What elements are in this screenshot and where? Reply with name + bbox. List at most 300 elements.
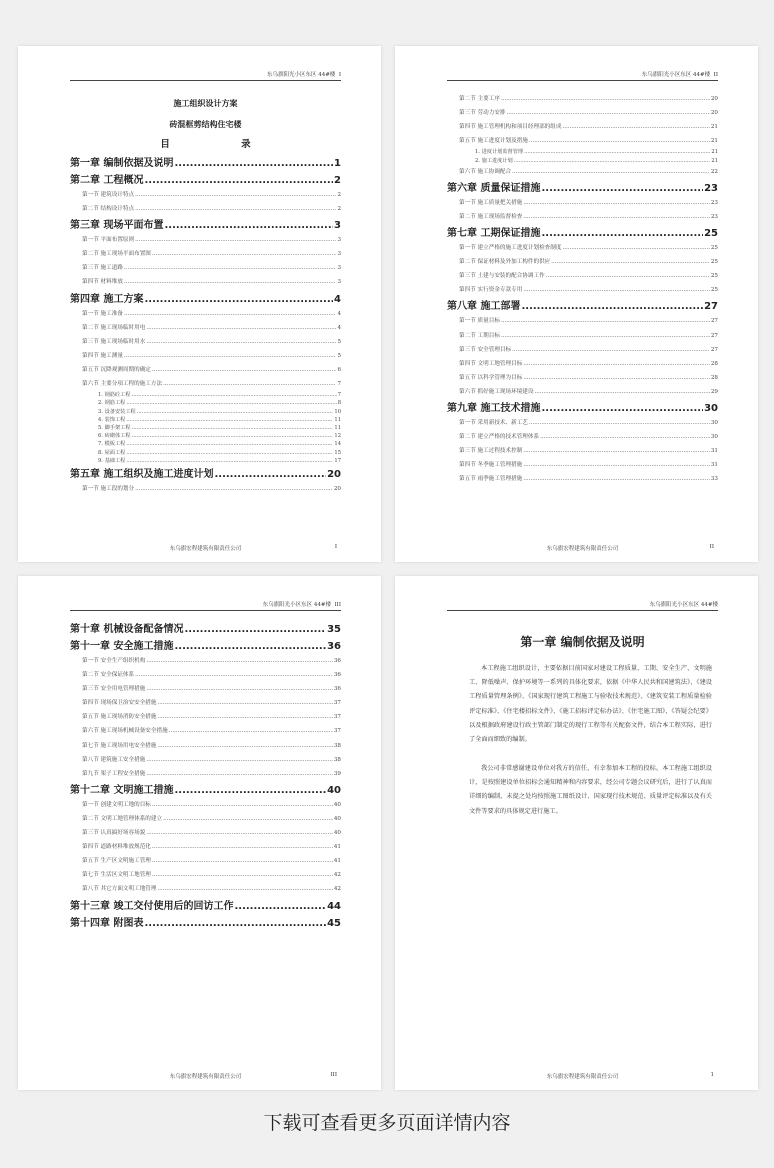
toc-subsection-entry[interactable] (70, 440, 341, 448)
toc-section-entry[interactable] (70, 335, 341, 349)
toc-leader-dots (152, 868, 333, 882)
toc-section-entry[interactable] (447, 314, 718, 328)
toc-leader-dots (146, 654, 333, 668)
toc-chapter-entry[interactable] (70, 293, 341, 307)
page-number: III (330, 1072, 337, 1078)
toc-section-entry[interactable] (70, 654, 341, 668)
toc-entry-page: 12 (334, 433, 341, 440)
toc-leader-dots (126, 399, 336, 407)
toc-subsection-entry[interactable] (70, 399, 341, 407)
toc-leader-dots (132, 424, 334, 432)
toc-entry-label: 第六节 主要分项工程的施工方法 (82, 381, 163, 388)
toc-entry-page: 3 (337, 237, 341, 244)
toc-leader-dots (507, 106, 710, 120)
toc-entry-label: 第四节 实行资金专款专用 (459, 287, 523, 294)
toc-leader-dots (146, 335, 336, 349)
toc-section-entry[interactable] (70, 840, 341, 854)
toc-chapter-entry[interactable] (447, 300, 718, 314)
toc-entry-page: 40 (333, 830, 341, 837)
toc-subsection-entry[interactable] (70, 408, 341, 416)
toc-leader-dots (562, 241, 709, 255)
footer-company: 东乌旗宏程建筑有限责任公司 (169, 546, 242, 552)
toc-entry-page: 21 (711, 157, 718, 164)
toc-section-entry[interactable] (447, 343, 718, 357)
toc-leader-dots (152, 840, 333, 854)
toc-chapter-entry[interactable] (70, 157, 341, 171)
toc-section-entry[interactable] (70, 854, 341, 868)
toc-entry-label: 第二节 结构设计特点 (82, 206, 135, 213)
toc-entry-page: 21 (711, 149, 718, 156)
toc-section-entry[interactable] (70, 668, 341, 682)
toc-leader-dots (124, 275, 337, 289)
toc-leader-dots (158, 710, 333, 724)
toc-entry-label: 1. 钢筋砼工程 (98, 392, 131, 399)
toc-leader-dots (146, 826, 333, 840)
toc-leader-dots (512, 165, 710, 179)
toc-entry-page: 11 (334, 416, 341, 423)
toc-subsection-entry[interactable] (70, 457, 341, 465)
toc-entry-label: 第三节 施工道路 (82, 265, 123, 272)
toc-section-entry[interactable] (70, 275, 341, 289)
toc-leader-dots (144, 174, 333, 188)
toc-entry-label: 第九节 架子工程安全措施 (82, 770, 146, 777)
toc-entry-page: 20 (710, 96, 718, 102)
toc-entry-label: 第五节 沉降观测周期的确定 (82, 366, 151, 373)
toc-entry-label: 第一节 施工段的划分 (82, 485, 135, 492)
toc-entry-page: 2 (334, 175, 341, 186)
toc-leader-dots (541, 402, 703, 416)
toc-entry-page: 31 (710, 462, 718, 469)
toc-leader-dots (135, 668, 333, 682)
toc-entry-label: 第七章 工期保证措施 (447, 228, 541, 240)
toc-entry-page: 20 (710, 110, 718, 117)
header-page-mark: II (713, 72, 718, 78)
toc-entry-label: 第八章 施工部署 (447, 301, 521, 313)
toc-entry-page: 15 (334, 449, 341, 456)
toc-entry-page: 8 (337, 400, 341, 407)
toc-entry-page: 30 (710, 420, 718, 426)
toc-section-entry[interactable] (70, 261, 341, 275)
toc-leader-dots (214, 468, 326, 482)
toc-entry-label: 第十章 机械设备配备情况 (70, 624, 184, 635)
toc-section-entry[interactable] (70, 247, 341, 261)
toc-entry-label: 第五节 施工现场消防安全措施 (82, 714, 157, 721)
toc-section-entry[interactable] (447, 357, 718, 371)
toc-chapter-entry[interactable] (70, 640, 341, 654)
toc-entry-label: 第一章 编制依据及说明 (70, 158, 174, 169)
toc-entry-label: 第五节 雨季施工管理措施 (459, 476, 523, 483)
header-page-mark: III (334, 602, 341, 608)
toc-entry-page: 29 (710, 388, 718, 395)
document-page-2 (395, 46, 758, 562)
toc-entry-page: 22 (710, 168, 718, 175)
toc-entry-page: 25 (710, 245, 718, 252)
toc-entry-label: 第七节 施工现场用电安全措施 (82, 742, 157, 749)
toc-entry-page: 25 (704, 228, 718, 240)
toc-section-entry[interactable] (70, 363, 341, 377)
toc-section-entry[interactable] (447, 120, 718, 134)
toc-entry-page: 10 (334, 408, 341, 415)
toc-leader-dots (126, 440, 333, 448)
toc-section-entry[interactable] (447, 134, 718, 148)
toc-chapter-entry[interactable] (70, 784, 341, 798)
toc-entry-page: 20 (333, 485, 341, 492)
toc-section-entry[interactable] (447, 255, 718, 269)
toc-entry-label: 第一节 平面布置原则 (82, 237, 135, 244)
toc-leader-dots (124, 349, 337, 363)
toc-chapter-entry[interactable] (447, 402, 718, 416)
toc-leader-dots (523, 210, 710, 224)
toc-entry-label: 第十一章 安全施工措施 (70, 641, 174, 652)
toc-entry-page: 2 (337, 192, 341, 198)
toc-leader-dots (523, 283, 710, 297)
toc-section-entry[interactable] (70, 233, 341, 247)
toc-entry-label: 第四节 冬季施工管理措施 (459, 462, 523, 469)
toc-entry-label: 第三节 安全管理目标 (459, 346, 512, 353)
toc-section-entry[interactable] (447, 196, 718, 210)
toc-leader-dots (126, 449, 333, 457)
toc-subsection-entry[interactable] (70, 416, 341, 424)
toc-leader-dots (551, 255, 710, 269)
toc-entry-page: 44 (327, 900, 341, 912)
document-title: 施工组织设计方案 (173, 99, 238, 108)
toc-leader-dots (524, 148, 710, 156)
toc-entry-label: 第二节 施工现场平面布置图 (82, 251, 151, 258)
toc-entry-label: 第四节 现场保卫治安安全措施 (82, 700, 157, 707)
toc-leader-dots (146, 682, 333, 696)
toc-entry-page: 28 (710, 374, 718, 381)
toc-section-entry[interactable] (70, 710, 341, 724)
toc-leader-dots (135, 482, 333, 496)
toc-leader-dots (174, 157, 333, 171)
toc-entry-page: 5 (337, 352, 341, 359)
document-page-1 (18, 46, 381, 562)
toc-leader-dots (562, 120, 709, 134)
toc-leader-dots (135, 188, 336, 202)
toc-leader-dots (535, 385, 710, 399)
toc-leader-dots (152, 363, 337, 377)
toc-entry-label: 第二节 保证材料及外加工构件的供应 (459, 259, 551, 266)
toc-leader-dots (124, 307, 337, 321)
toc-entry-label: 第八节 其它方面文明工地管理 (82, 886, 157, 893)
footer-company: 东乌旗宏程建筑有限责任公司 (546, 546, 619, 552)
toc-section-entry[interactable] (447, 416, 718, 430)
toc-entry-label: 第二节 主要工序 (459, 96, 500, 102)
table-of-contents (70, 157, 341, 496)
toc-entry-label: 第四章 施工方案 (70, 293, 144, 305)
toc-entry-page: 17 (334, 457, 341, 464)
toc-section-entry[interactable] (70, 724, 341, 738)
toc-section-entry[interactable] (447, 458, 718, 472)
toc-leader-dots (501, 329, 710, 343)
toc-entry-label: 第一节 创建文明工地的目标 (82, 801, 151, 808)
toc-entry-page: 23 (710, 199, 718, 206)
toc-entry-label: 第八节 建筑施工安全措施 (82, 756, 146, 763)
toc-chapter-entry[interactable] (70, 917, 341, 931)
toc-section-entry[interactable] (447, 430, 718, 444)
toc-entry-page: 2 (337, 206, 341, 213)
toc-section-entry[interactable] (70, 482, 341, 496)
toc-entry-page: 3 (334, 220, 341, 232)
toc-entry-page: 45 (327, 917, 341, 929)
toc-leader-dots (169, 724, 333, 738)
toc-entry-label: 第二节 施工现场临时用电 (82, 324, 146, 331)
toc-entry-page: 11 (334, 424, 341, 431)
toc-entry-label: 第一节 施工准备 (82, 310, 123, 317)
toc-section-entry[interactable] (70, 868, 341, 882)
toc-chapter-entry[interactable] (447, 227, 718, 241)
toc-entry-label: 第四节 文明工地管理目标 (459, 360, 523, 367)
toc-entry-label: 第九章 施工技术措施 (447, 403, 541, 414)
toc-leader-dots (184, 623, 326, 637)
toc-leader-dots (126, 457, 333, 465)
toc-section-entry[interactable] (447, 269, 718, 283)
toc-section-entry[interactable] (70, 321, 341, 335)
toc-leader-dots (529, 416, 710, 430)
toc-section-entry[interactable] (70, 739, 341, 753)
toc-entry-page: 31 (710, 448, 718, 455)
toc-leader-dots (146, 753, 333, 767)
toc-entry-page: 30 (704, 403, 718, 414)
toc-subsection-entry[interactable] (447, 148, 718, 156)
toc-section-entry[interactable] (70, 202, 341, 216)
toc-leader-dots (152, 854, 333, 868)
toc-leader-dots (501, 92, 710, 106)
toc-entry-label: 4. 装饰工程 (98, 416, 126, 423)
footer-company: 东乌旗宏程建筑有限责任公司 (546, 1074, 619, 1080)
toc-section-entry[interactable] (447, 371, 718, 385)
toc-entry-page: 33 (710, 476, 718, 483)
toc-entry-label: 3. 设备安装工程 (98, 408, 136, 415)
toc-entry-page: 4 (337, 310, 341, 317)
toc-section-entry[interactable] (70, 349, 341, 363)
toc-entry-label: 5. 脚手架工程 (98, 424, 131, 431)
toc-leader-dots (512, 343, 710, 357)
toc-entry-page: 42 (333, 872, 341, 879)
toc-entry-page: 20 (327, 468, 341, 480)
toc-entry-label: 第十四章 附图表 (70, 917, 144, 929)
toc-entry-label: 9. 基础工程 (98, 457, 126, 464)
toc-leader-dots (126, 416, 333, 424)
toc-entry-page: 1 (334, 158, 341, 169)
toc-entry-page: 23 (704, 182, 718, 194)
toc-entry-page: 6 (337, 366, 341, 373)
toc-entry-page: 23 (710, 213, 718, 220)
toc-leader-dots (523, 357, 710, 371)
toc-entry-label: 第五节 生产区文明施工管理 (82, 858, 151, 865)
toc-subsection-entry[interactable] (70, 424, 341, 432)
toc-section-entry[interactable] (447, 472, 718, 486)
toc-entry-page: 27 (704, 301, 718, 313)
body-paragraph-1: 本工程施工组织设计，主要依据目前国家对建设工程质量、工期、安全生产、文明施工、降低噪声、保护环境等一系列的具体化要求，依据《中华人民共和国建筑法》、《建设工程质量管理条例》、《国家现行建筑工程施工与验收技术规范》、《建筑安装工程质量检验评定标准》、《住宅楼招标文件》、《施工招标评定标办法》、《住宅施工图》、《答疑会纪要》以及根据政府建设行政主管部门制定的现行工程等有关配套文件，结合本工程实际，进行了全面而细致的编制。 (469, 665, 712, 744)
toc-entry-page: 30 (710, 434, 718, 441)
toc-leader-dots (163, 377, 336, 391)
toc-leader-dots (540, 430, 710, 444)
toc-entry-page: 25 (710, 259, 718, 266)
toc-entry-page: 42 (333, 886, 341, 893)
toc-entry-label: 第二节 建立严格的技术管理体系 (459, 434, 540, 441)
toc-heading: 目 录 (160, 139, 285, 150)
toc-entry-label: 第六节 施工现场机械设备安全措施 (82, 728, 168, 735)
toc-entry-label: 6. 砖砌体工程 (98, 433, 131, 440)
toc-section-entry[interactable] (70, 812, 341, 826)
toc-entry-label: 第十二章 文明施工措施 (70, 784, 174, 796)
toc-entry-page: 36 (333, 686, 341, 693)
toc-leader-dots (164, 219, 333, 233)
header-text: 东乌旗阳光小区东区 44#楼 (649, 602, 718, 608)
toc-section-entry[interactable] (70, 682, 341, 696)
toc-entry-page: 39 (333, 770, 341, 777)
toc-leader-dots (132, 432, 334, 440)
toc-entry-label: 2. 钢筋工程 (98, 400, 126, 407)
toc-subsection-entry[interactable] (447, 157, 718, 165)
toc-entry-page: 35 (327, 624, 341, 635)
toc-section-entry[interactable] (447, 241, 718, 255)
toc-section-entry[interactable] (447, 385, 718, 399)
toc-section-entry[interactable] (70, 696, 341, 710)
toc-section-entry[interactable] (447, 210, 718, 224)
toc-entry-label: 第三节 土建与安装的配合协调工作 (459, 273, 545, 280)
toc-section-entry[interactable] (70, 377, 341, 391)
toc-chapter-entry[interactable] (70, 174, 341, 188)
toc-subsection-entry[interactable] (70, 432, 341, 440)
toc-entry-page: 36 (333, 658, 341, 664)
toc-chapter-entry[interactable] (70, 468, 341, 482)
toc-section-entry[interactable] (70, 767, 341, 781)
toc-section-entry[interactable] (70, 798, 341, 812)
toc-section-entry[interactable] (447, 92, 718, 106)
toc-chapter-entry[interactable] (70, 900, 341, 914)
toc-leader-dots (146, 321, 336, 335)
page-number: 1 (710, 1072, 714, 1078)
toc-leader-dots (174, 640, 326, 654)
toc-leader-dots (541, 182, 703, 196)
toc-entry-page: 36 (327, 641, 341, 652)
toc-entry-page: 37 (333, 728, 341, 735)
toc-entry-page: 21 (710, 138, 718, 145)
toc-entry-label: 第四节 施工测量 (82, 352, 123, 359)
toc-section-entry[interactable] (447, 329, 718, 343)
toc-leader-dots (158, 739, 333, 753)
toc-leader-dots (163, 812, 333, 826)
toc-section-entry[interactable] (70, 826, 341, 840)
toc-entry-page: 27 (710, 346, 718, 353)
toc-entry-page: 7 (337, 392, 341, 399)
toc-entry-page: 21 (710, 124, 718, 131)
toc-entry-label: 第一节 建筑设计特点 (82, 192, 135, 198)
toc-subsection-entry[interactable] (70, 391, 341, 399)
toc-leader-dots (529, 134, 710, 148)
toc-entry-label: 第六节 抓好施工现场环境建设 (459, 388, 534, 395)
toc-section-entry[interactable] (70, 882, 341, 896)
toc-entry-label: 第五节 施工进度计划及措施 (459, 138, 528, 145)
toc-leader-dots (174, 784, 326, 798)
document-page-4 (395, 576, 758, 1090)
toc-leader-dots (144, 293, 333, 307)
toc-entry-page: 37 (333, 714, 341, 721)
toc-leader-dots (158, 882, 333, 896)
toc-entry-page: 25 (710, 287, 718, 294)
toc-section-entry[interactable] (447, 444, 718, 458)
toc-chapter-entry[interactable] (70, 219, 341, 233)
toc-entry-page: 27 (710, 332, 718, 339)
toc-section-entry[interactable] (70, 188, 341, 202)
toc-leader-dots (521, 300, 703, 314)
body-paragraph-2: 我公司非常感谢建设单位对我方的信任，有幸参加本工程的投标。本工程施工组织设计，是按照建设单位招标会通知精神和内容要求，经公司专题会议研究后，进行了认真而详细的编制，未提之处均按照施工图纸设计、国家现行技术规范、质量评定标准以及有关文件等要求的具体规定进行施工。 (469, 765, 712, 815)
toc-entry-label: 第三章 现场平面布置 (70, 220, 164, 232)
toc-entry-label: 第二节 工期目标 (459, 332, 500, 339)
toc-leader-dots (523, 371, 710, 385)
toc-entry-label: 第二章 工程概况 (70, 175, 144, 186)
toc-entry-label: 第一节 安全生产组织机构 (82, 658, 146, 664)
toc-entry-label: 第四节 施工管理机构和项目经理部的组成 (459, 124, 562, 131)
toc-entry-label: 第三节 施工现场临时用水 (82, 338, 146, 345)
toc-leader-dots (124, 261, 337, 275)
toc-section-entry[interactable] (70, 753, 341, 767)
toc-entry-label: 第一节 质量目标 (459, 318, 500, 325)
header-text: 东乌旗阳光小区东区 44#楼 (262, 602, 331, 608)
toc-section-entry[interactable] (447, 283, 718, 297)
toc-entry-label: 第二节 施工现场监督检查 (459, 213, 523, 220)
toc-leader-dots (137, 408, 334, 416)
toc-entry-label: 第七节 生活区文明工地管理 (82, 872, 151, 879)
toc-entry-page: 41 (333, 844, 341, 851)
toc-section-entry[interactable] (447, 106, 718, 120)
toc-entry-label: 1. 进度计划监督管理 (475, 149, 524, 156)
toc-leader-dots (144, 917, 326, 931)
toc-entry-label: 8. 屋面工程 (98, 449, 126, 456)
page-header (70, 70, 341, 81)
toc-section-entry[interactable] (447, 165, 718, 179)
toc-entry-page: 3 (337, 265, 341, 272)
toc-leader-dots (135, 233, 336, 247)
toc-section-entry[interactable] (70, 307, 341, 321)
toc-leader-dots (523, 444, 710, 458)
toc-leader-dots (132, 391, 337, 399)
toc-entry-label: 第二节 安全保证体系 (82, 672, 135, 679)
toc-leader-dots (146, 767, 333, 781)
toc-leader-dots (135, 202, 336, 216)
toc-subsection-entry[interactable] (70, 449, 341, 457)
toc-entry-page: 27 (710, 318, 718, 325)
toc-entry-page: 3 (337, 251, 341, 258)
toc-entry-page: 36 (333, 672, 341, 679)
toc-chapter-entry[interactable] (70, 623, 341, 637)
download-caption[interactable]: 下载可查看更多页面详情内容 (263, 1112, 511, 1134)
toc-entry-page: 4 (334, 293, 341, 305)
table-of-contents (70, 623, 341, 931)
toc-leader-dots (501, 314, 710, 328)
table-of-contents (447, 92, 718, 486)
toc-entry-label: 第三节 施工过程技术控制 (459, 448, 523, 455)
toc-entry-page: 4 (337, 324, 341, 331)
page-number: II (709, 544, 714, 550)
toc-leader-dots (523, 196, 710, 210)
toc-entry-label: 第一节 建立严格的施工进度计划检查制度 (459, 245, 562, 252)
footer-company: 东乌旗宏程建筑有限责任公司 (169, 1074, 242, 1080)
document-subtitle: 砖混框剪结构住宅楼 (169, 120, 242, 129)
header-text: 东乌旗阳光小区东区 44#楼 (641, 72, 711, 78)
toc-leader-dots (523, 472, 710, 486)
toc-chapter-entry[interactable] (447, 182, 718, 196)
toc-entry-label: 第一节 施工质量把关措施 (459, 199, 523, 206)
toc-entry-page: 37 (333, 700, 341, 707)
toc-entry-page: 7 (337, 381, 341, 388)
toc-leader-dots (152, 798, 333, 812)
toc-leader-dots (546, 269, 710, 283)
header-page-mark: I (338, 72, 341, 78)
header-text: 东乌旗阳光小区东区 44#楼 (266, 72, 336, 78)
